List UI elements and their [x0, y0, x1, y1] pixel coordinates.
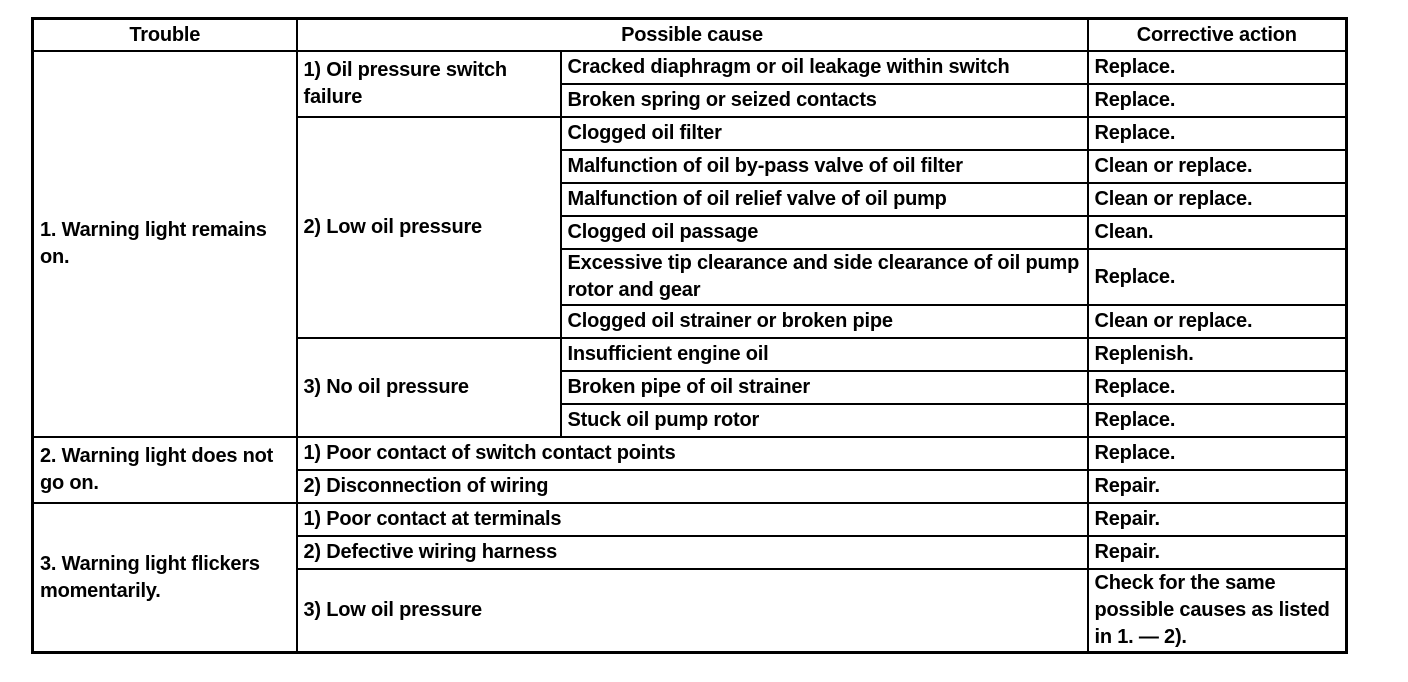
cause-cell: 3) Low oil pressure	[297, 569, 1088, 653]
cause-cell: Broken pipe of oil strainer	[561, 371, 1088, 404]
table-row	[33, 51, 1347, 84]
cause-group-1-2: 2) Low oil pressure	[297, 117, 561, 338]
action-cell: Clean.	[1088, 216, 1347, 249]
action-cell: Replace.	[1088, 51, 1347, 84]
action-cell: Clean or replace.	[1088, 150, 1347, 183]
action-cell: Repair.	[1088, 536, 1347, 569]
cause-cell: Insufficient engine oil	[561, 338, 1088, 371]
header-row	[33, 19, 1347, 52]
cause-cell: 2) Disconnection of wiring	[297, 470, 1088, 503]
action-cell: Replenish.	[1088, 338, 1347, 371]
table-row	[33, 437, 1347, 470]
header-corrective-action: Corrective action	[1088, 19, 1347, 52]
troubleshooting-table	[31, 17, 1348, 654]
action-cell: Replace.	[1088, 404, 1347, 437]
cause-cell: 1) Poor contact of switch contact points	[297, 437, 1088, 470]
cause-cell: Cracked diaphragm or oil leakage within switch	[561, 51, 1088, 84]
action-cell: Check for the same possible causes as listed in 1. — 2).	[1088, 569, 1347, 653]
action-cell: Replace.	[1088, 249, 1347, 305]
action-cell: Replace.	[1088, 371, 1347, 404]
cause-group-1-1: 1) Oil pressure switch failure	[297, 51, 561, 117]
cause-cell: Broken spring or seized contacts	[561, 84, 1088, 117]
header-possible-cause: Possible cause	[297, 19, 1088, 52]
cause-group-1-3: 3) No oil pressure	[297, 338, 561, 437]
cause-cell: Malfunction of oil relief valve of oil pump	[561, 183, 1088, 216]
cause-cell: Malfunction of oil by-pass valve of oil filter	[561, 150, 1088, 183]
table-row	[33, 503, 1347, 536]
cause-cell: Clogged oil filter	[561, 117, 1088, 150]
cause-cell: 1) Poor contact at terminals	[297, 503, 1088, 536]
action-cell: Replace.	[1088, 84, 1347, 117]
cause-cell: Stuck oil pump rotor	[561, 404, 1088, 437]
cause-cell: Excessive tip clearance and side clearance of oil pump rotor and gear	[561, 249, 1088, 305]
action-cell: Repair.	[1088, 470, 1347, 503]
cause-cell: 2) Defective wiring harness	[297, 536, 1088, 569]
action-cell: Repair.	[1088, 503, 1347, 536]
trouble-3-cell: 3. Warning light flickers momentarily.	[33, 503, 297, 653]
action-cell: Replace.	[1088, 437, 1347, 470]
header-trouble: Trouble	[33, 19, 297, 52]
trouble-2-cell: 2. Warning light does not go on.	[33, 437, 297, 503]
action-cell: Clean or replace.	[1088, 183, 1347, 216]
cause-cell: Clogged oil passage	[561, 216, 1088, 249]
trouble-1-cell: 1. Warning light remains on.	[33, 51, 297, 437]
action-cell: Replace.	[1088, 117, 1347, 150]
cause-cell: Clogged oil strainer or broken pipe	[561, 305, 1088, 338]
action-cell: Clean or replace.	[1088, 305, 1347, 338]
